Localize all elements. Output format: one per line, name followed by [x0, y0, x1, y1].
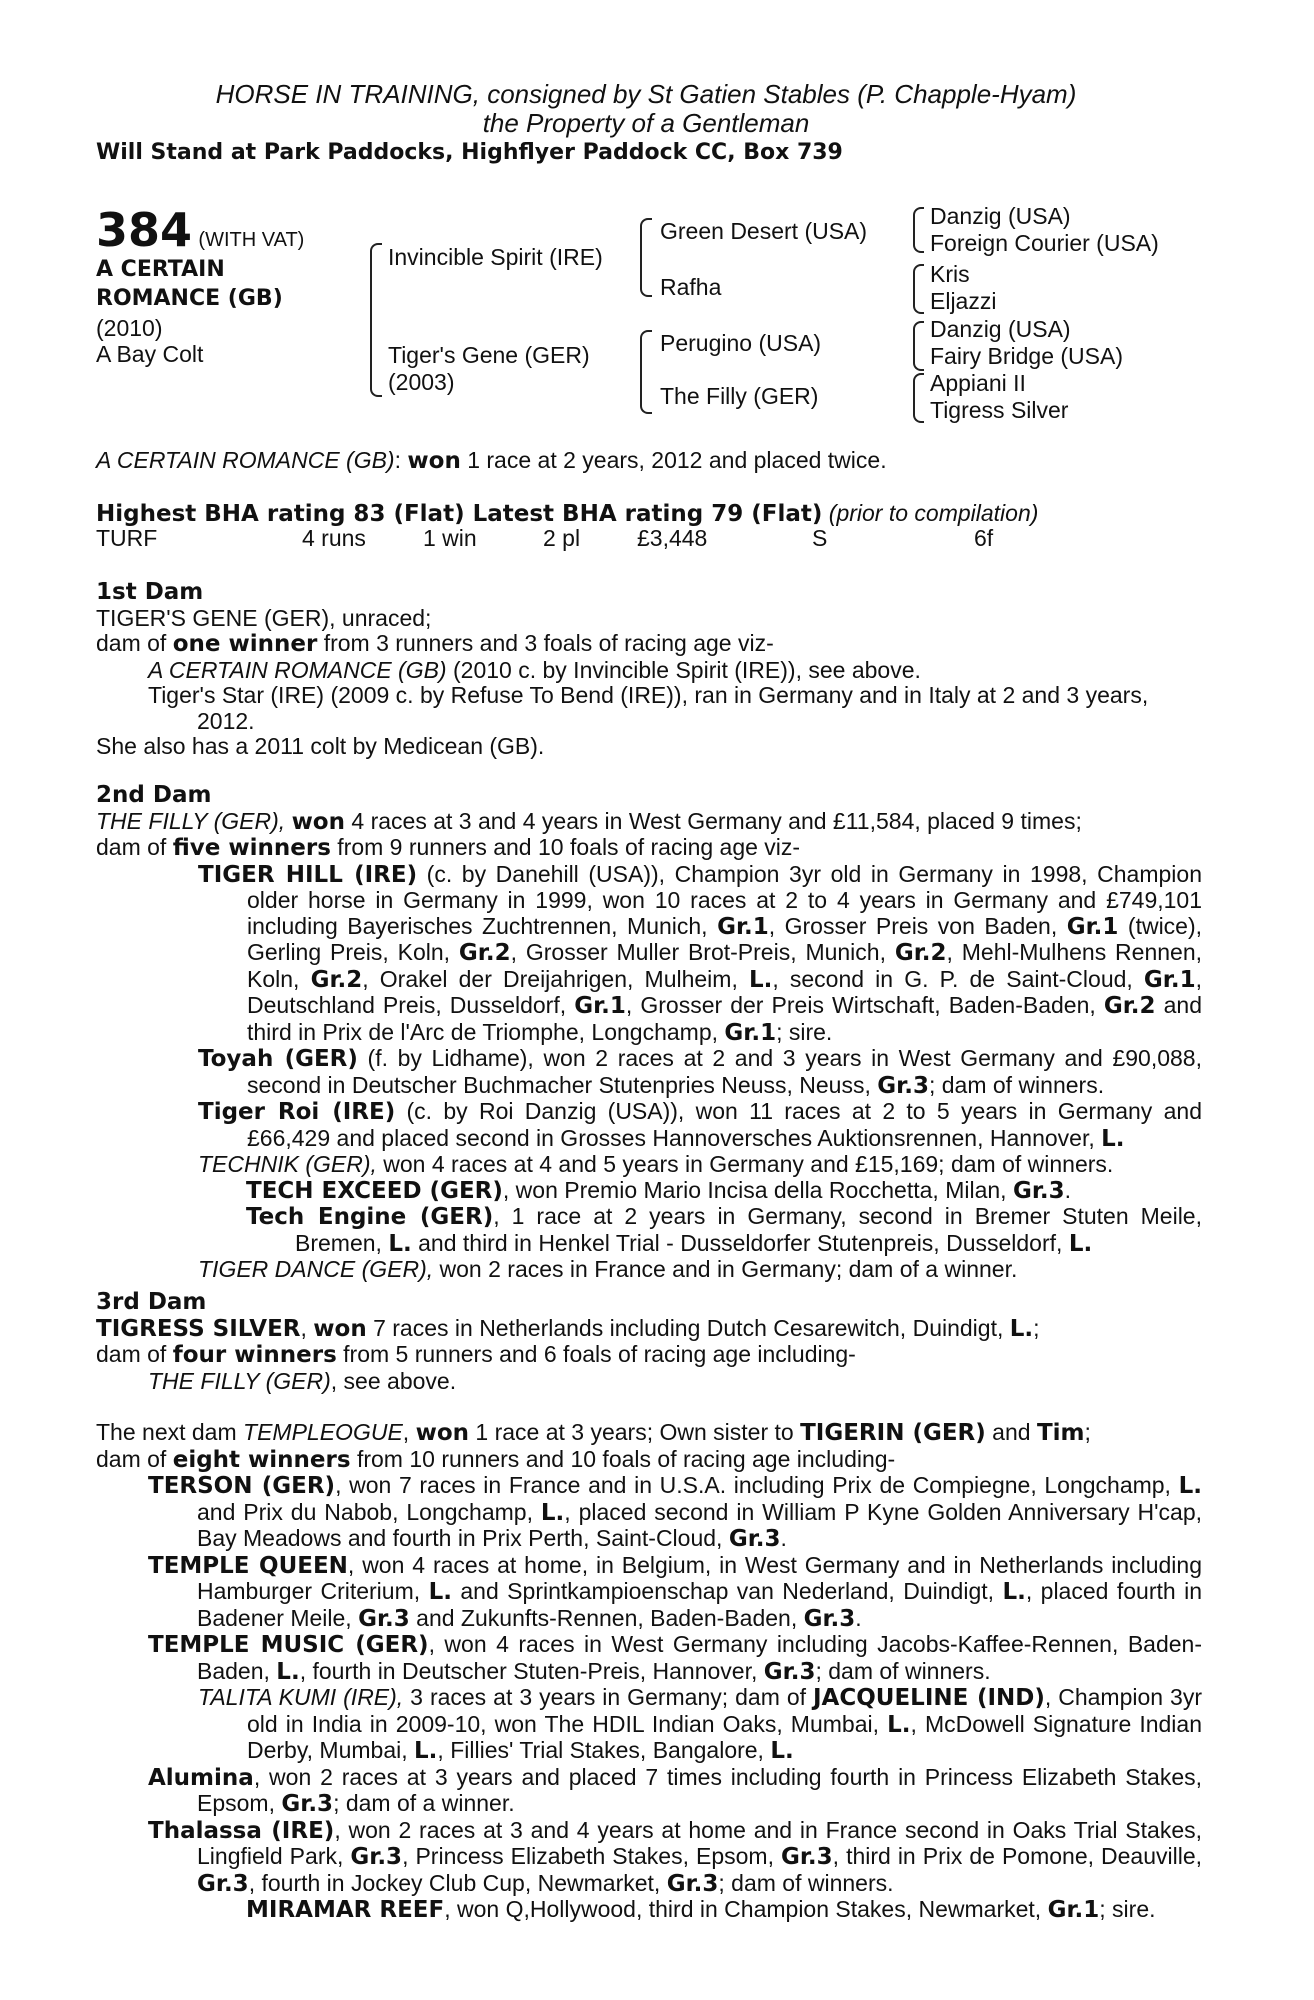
text: , fourth in Deutscher Stuten-Preis, Hannover,	[299, 1657, 764, 1684]
grade: Gr.3	[197, 1870, 249, 1897]
text: won 4 races at 4 and 5 years in Germany and £15,169; dam of winners.	[376, 1151, 1114, 1177]
grade: L.	[428, 1579, 452, 1605]
produce-entry-thalassa	[96, 1818, 1202, 1898]
property-line: the Property of a Gentleman	[482, 108, 810, 138]
produce-entry-temple-queen	[96, 1553, 1202, 1633]
grade: Gr.3	[780, 1844, 833, 1870]
grade: Gr.3	[803, 1605, 856, 1632]
grade: Gr.3	[1012, 1177, 1065, 1204]
text: , Fillies' Trial Stakes, Bangalore,	[437, 1737, 771, 1763]
produce-entry-talita-kumi	[96, 1685, 1202, 1765]
text: .	[855, 1604, 862, 1631]
won-label: won	[415, 1420, 470, 1446]
text: from 9 runners and 10 foals of racing age viz-	[330, 834, 801, 860]
text: ,	[402, 1419, 416, 1445]
summary-colon: :	[394, 447, 401, 473]
text: from 3 runners and 3 foals of racing age viz-	[317, 630, 774, 656]
lot-info	[96, 205, 304, 367]
third-dam-produce	[96, 1342, 1202, 1369]
won-label: won	[313, 1315, 367, 1342]
text: dam of	[96, 630, 173, 656]
horse-name-line1: A CERTAIN	[96, 257, 225, 282]
produce-entry-tiger-hill	[96, 862, 1202, 1047]
first-dam-heading: 1st Dam	[96, 579, 204, 605]
grade: L.	[1178, 1473, 1203, 1499]
text: The next dam	[96, 1419, 244, 1445]
produce-entry-temple-music	[96, 1632, 1202, 1685]
race-summary	[96, 448, 1202, 475]
text: , Champion 3yr old in India in 2009-10, won The HDIL Indian Oaks, Mumbai,	[247, 1684, 1203, 1737]
turf-placed: 2 pl	[543, 525, 581, 551]
pedigree-bracket-g1	[913, 207, 924, 253]
text: ; dam of a winner.	[333, 1790, 515, 1816]
produce-entry	[96, 658, 1202, 684]
text: , third in Prix de Pomone, Deauville,	[832, 1843, 1202, 1869]
bha-ratings: Highest BHA rating 83 (Flat) Latest BHA rating 79 (Flat)	[96, 501, 823, 527]
consignor-line: HORSE IN TRAINING, consigned by St Gatien Stables (P. Chapple-Hyam)	[215, 79, 1077, 109]
produce-name: TEMPLE MUSIC (GER)	[148, 1632, 429, 1658]
text: 1 race at 3 years; Own sister to	[469, 1419, 801, 1445]
pedigree-bracket-g2	[913, 264, 924, 314]
text: , Grosser Preis von Baden,	[768, 912, 1067, 939]
pedigree-g2: Foreign Courier (USA)	[930, 230, 1159, 256]
text: .	[780, 1525, 787, 1551]
text: and Sprintkampioenschap van Nederland, Duindigt,	[451, 1578, 1003, 1604]
produce-name: TERSON (GER)	[148, 1473, 336, 1499]
produce-entry-miramar-reef	[96, 1897, 1202, 1924]
turf-going: S	[812, 525, 828, 551]
winners-count: one winner	[172, 631, 318, 657]
pedigree-bracket-g4	[913, 373, 924, 423]
pedigree-g1: Danzig (USA)	[930, 203, 1071, 229]
text: ; dam of winners.	[718, 1869, 894, 1896]
first-dam-line: TIGER'S GENE (GER), unraced;	[96, 604, 432, 631]
produce-name: TIGER DANCE (GER),	[198, 1256, 434, 1282]
summary-text: 1 race at 2 years, 2012 and placed twice.	[460, 447, 887, 473]
text: (2010 c. by Invincible Spirit (IRE)), see above.	[446, 656, 921, 683]
sibling-name: Tim	[1036, 1420, 1085, 1446]
text: , Grosser der Preis Wirtschaft, Baden-Baden,	[625, 992, 1104, 1018]
grade: Gr.3	[281, 1791, 334, 1817]
text: , won 4 races in West Germany including Jacobs-Kaffee-Rennen, Baden-Baden,	[197, 1631, 1202, 1684]
pedigree-g3: Kris	[930, 261, 970, 287]
dam-name: TIGRESS SILVER	[96, 1315, 301, 1342]
text: , McDowell Signature Indian Derby, Mumbai,	[247, 1710, 1202, 1763]
grade: Gr.2	[458, 940, 511, 966]
text: , won 4 races at home, in Belgium, in West Germany and in Netherlands including Hamburger Criterium,	[197, 1551, 1202, 1604]
second-dam-section	[96, 783, 1202, 1283]
produce-name: TEMPLE QUEEN	[148, 1552, 348, 1579]
text: , Orakel der Dreijahrigen, Mulheim,	[362, 965, 749, 992]
grade: Gr.1	[1143, 966, 1196, 993]
text: won 2 races in France and in Germany; dam of a winner.	[433, 1256, 1018, 1282]
ratings-note: (prior to compilation)	[828, 500, 1039, 526]
produce-entry-tiger-dance	[96, 1257, 1202, 1283]
produce-entry-tech-exceed	[96, 1178, 1202, 1205]
turf-distance: 6f	[974, 525, 994, 551]
turf-prize-money: £3,448	[637, 525, 708, 551]
grade: L.	[887, 1711, 911, 1738]
text: , won Q,Hollywood, third in Champion Stakes, Newmarket,	[444, 1896, 1048, 1922]
produce-entry-alumina	[96, 1765, 1202, 1818]
text: from 10 runners and 10 foals of racing age including-	[350, 1445, 896, 1472]
grade: Gr.3	[666, 1870, 719, 1897]
grade: L.	[748, 966, 773, 993]
turf-runs: 4 runs	[302, 525, 366, 551]
produce-name: JACQUELINE (IND)	[813, 1685, 1045, 1711]
pedigree-bracket-dam	[640, 330, 652, 414]
horse-description: A Bay Colt	[96, 341, 204, 367]
summary-won: won	[407, 448, 461, 474]
text: , second in G. P. de Saint-Cloud,	[772, 965, 1144, 992]
pedigree-dam-dam: The Filly (GER)	[660, 383, 819, 409]
text: (c. by Danehill (USA)), Champion 3yr old in Germany in 1998, Champion older horse in Germany in 1999, won 10 races at 2 to 4 years in Germany and £749,101 including Bayerisches Zuchtrennen, Munich,	[247, 860, 1202, 939]
next-dam-produce	[96, 1447, 1202, 1474]
grade: Gr.1	[1066, 913, 1119, 940]
lot-number: 384	[96, 203, 193, 257]
text: 4 races at 3 and 4 years in West Germany and £11,584, placed 9 times;	[345, 807, 1082, 834]
text: (c. by Roi Danzig (USA)), won 11 races at 2 to 5 years in Germany and £66,429 and placed second in Grosses Hannoversches Auktionsrennen, Hannover,	[247, 1098, 1202, 1151]
text: , Mehl-Mulhens Rennen, Koln,	[247, 939, 1203, 992]
text: from 5 runners and 6 foals of racing age including-	[336, 1341, 856, 1367]
produce-name: Toyah (GER)	[198, 1046, 358, 1072]
produce-entry-toyah	[96, 1046, 1202, 1099]
grade: Gr.3	[877, 1072, 929, 1099]
dam-name: TEMPLEOGUE	[243, 1419, 403, 1445]
grade: L.	[1009, 1315, 1034, 1342]
vat-label: (WITH VAT)	[198, 229, 305, 251]
third-dam-intro: TIGRESS SILVER, won 7 races in Netherlands including Dutch Cesarewitch, Duindigt, L.;	[96, 1314, 1040, 1342]
produce-name: Tiger Roi (IRE)	[198, 1099, 396, 1125]
text: dam of	[96, 834, 173, 860]
grade: Gr.1	[1047, 1897, 1100, 1923]
text: , won 2 races at 3 years and placed 7 times including fourth in Princess Elizabeth Stakes, Epsom,	[197, 1763, 1202, 1816]
grade: L.	[1068, 1230, 1093, 1257]
pedigree-bracket-g3	[913, 321, 924, 371]
pedigree-g5: Danzig (USA)	[930, 316, 1071, 342]
text: ;	[1084, 1419, 1091, 1445]
grade: Gr.2	[1103, 993, 1156, 1019]
text: , won 7 races in France and in U.S.A. including Prix de Compiegne, Longchamp,	[335, 1472, 1179, 1498]
produce-entry	[96, 1369, 1202, 1395]
third-dam-section	[96, 1290, 1202, 1394]
pedigree-g4: Eljazzi	[930, 288, 997, 314]
text: ; dam of winners.	[815, 1657, 991, 1684]
produce-name: TECH EXCEED (GER)	[246, 1177, 503, 1204]
pedigree-bracket-main	[370, 243, 382, 397]
turf-label: TURF	[96, 525, 158, 551]
text: , won 2 races at 3 and 4 years at home and in France second in Oaks Trial Stakes, Lingfield Park,	[197, 1816, 1203, 1869]
produce-name: A CERTAIN ROMANCE (GB)	[148, 656, 447, 683]
pedigree-bracket-sire	[640, 218, 652, 297]
produce-entry-tech-engine	[96, 1204, 1202, 1257]
turf-wins: 1 win	[423, 525, 477, 551]
produce-name: TIGER HILL (IRE)	[198, 861, 418, 888]
text: ; sire.	[1099, 1896, 1156, 1922]
text: , see above.	[330, 1367, 457, 1394]
grade: L.	[276, 1658, 300, 1685]
grade: Gr.1	[574, 993, 626, 1019]
text: ; sire.	[776, 1018, 833, 1045]
text: and	[985, 1419, 1037, 1445]
grade: Gr.2	[310, 966, 363, 993]
text: , placed second in William P Kyne Golden Anniversary H'cap, Bay Meadows and fourth in Prix Perth, Saint-Cloud,	[197, 1498, 1202, 1551]
text: , Deutschland Preis, Dusseldorf,	[247, 965, 1202, 1018]
pedigree-sire-dam: Rafha	[660, 274, 722, 300]
text: , placed fourth in Badener Meile,	[197, 1578, 1202, 1631]
grade: L.	[1101, 1125, 1125, 1152]
pedigree-g6: Fairy Bridge (USA)	[930, 343, 1123, 369]
produce-entry: Tiger's Star (IRE) (2009 c. by Refuse To Bend (IRE)), ran in Germany and in Italy at 2 and 3 years, 2012.	[148, 682, 1149, 734]
grade: Gr.3	[728, 1526, 781, 1552]
pedigree-dam-year: (2003)	[388, 369, 455, 395]
dam-name: THE FILLY (GER),	[96, 807, 286, 834]
text: 7 races in Netherlands including Dutch Cesarewitch, Duindigt,	[366, 1314, 1010, 1341]
grade: L.	[388, 1230, 412, 1257]
first-dam-section	[96, 580, 1202, 760]
produce-name: THE FILLY (GER)	[148, 1367, 331, 1394]
text: (twice), Gerling Preis, Koln,	[247, 912, 1203, 965]
grade: Gr.2	[894, 940, 947, 966]
grade: Gr.1	[724, 1019, 777, 1046]
summary-horse-name: A CERTAIN ROMANCE (GB)	[96, 447, 395, 473]
text: , Grosser Muller Brot-Preis, Munich,	[510, 939, 895, 965]
stand-line: Will Stand at Park Paddocks, Highflyer Paddock CC, Box 739	[96, 140, 843, 165]
horse-name-line2: ROMANCE (GB)	[96, 286, 283, 311]
next-dam-intro	[96, 1420, 1202, 1447]
pedigree-dam-sire: Perugino (USA)	[660, 330, 822, 356]
winners-count: eight winners	[172, 1446, 351, 1473]
text: and Zukunfts-Rennen, Baden-Baden,	[409, 1604, 804, 1631]
text: dam of	[96, 1341, 173, 1367]
grade: Gr.3	[350, 1844, 403, 1870]
text: , 1 race at 2 years in Germany, second in Bremer Stuten Meile, Bremen,	[295, 1203, 1202, 1256]
winners-count: four winners	[172, 1342, 337, 1368]
produce-entry-technik	[96, 1152, 1202, 1178]
pedigree-g8: Tigress Silver	[930, 397, 1069, 423]
grade: Gr.3	[358, 1605, 410, 1632]
next-dam-section	[96, 1420, 1202, 1924]
text: .	[1064, 1176, 1072, 1203]
text: ;	[1033, 1314, 1040, 1341]
text: and third in Henkel Trial - Dusseldorfer Stutenpreis, Dusseldorf,	[411, 1229, 1069, 1256]
first-dam-note: She also has a 2011 colt by Medicean (GB).	[96, 733, 545, 759]
second-dam-intro	[96, 809, 1202, 836]
text: (f. by Lidhame), won 2 races at 2 and 3 years in West Germany and £90,088, second in Deutscher Buchmacher Stutenpries Neuss, Neuss,	[247, 1045, 1202, 1098]
text: , Princess Elizabeth Stakes, Epsom,	[402, 1843, 781, 1869]
text: ; dam of winners.	[928, 1071, 1105, 1098]
second-dam-heading: 2nd Dam	[96, 782, 212, 808]
produce-name: Tech Engine (GER)	[246, 1204, 494, 1230]
produce-entry-terson	[96, 1473, 1202, 1553]
produce-name: TECHNIK (GER),	[198, 1151, 377, 1177]
pedigree-sire: Invincible Spirit (IRE)	[388, 244, 603, 270]
second-dam-produce	[96, 835, 1202, 862]
pedigree-g7: Appiani II	[930, 370, 1026, 396]
text: 3 races at 3 years in Germany; dam of	[403, 1684, 813, 1710]
text: and third in Prix de l'Arc de Triomphe, Longchamp,	[247, 992, 1202, 1045]
produce-name: Alumina	[148, 1764, 254, 1791]
grade: L.	[414, 1738, 438, 1764]
grade: L.	[770, 1738, 794, 1764]
text: dam of	[96, 1445, 173, 1472]
page-header	[96, 80, 1196, 167]
foaling-year: (2010)	[96, 315, 163, 341]
third-dam-heading: 3rd Dam	[96, 1289, 207, 1315]
pedigree-sire-sire: Green Desert (USA)	[660, 218, 868, 244]
first-dam-produce	[96, 631, 1202, 658]
grade: L.	[1002, 1579, 1026, 1605]
sibling-name: TIGERIN (GER)	[800, 1420, 986, 1446]
won-label: won	[291, 808, 345, 835]
winners-count: five winners	[172, 835, 331, 861]
pedigree-dam: Tiger's Gene (GER)	[388, 342, 590, 368]
text: , fourth in Jockey Club Cup, Newmarket,	[248, 1869, 667, 1896]
produce-name: Thalassa (IRE)	[148, 1817, 335, 1844]
grade: Gr.1	[717, 913, 769, 940]
produce-name: TALITA KUMI (IRE),	[198, 1684, 404, 1710]
produce-name: MIRAMAR REEF	[246, 1897, 445, 1923]
grade: L.	[540, 1499, 565, 1526]
ratings-line	[96, 501, 1202, 528]
text: , won Premio Mario Incisa della Rocchetta, Milan,	[502, 1176, 1013, 1203]
text: and Prix du Nabob, Longchamp,	[197, 1498, 541, 1525]
produce-entry-tiger-roi	[96, 1099, 1202, 1152]
grade: Gr.3	[763, 1658, 816, 1685]
